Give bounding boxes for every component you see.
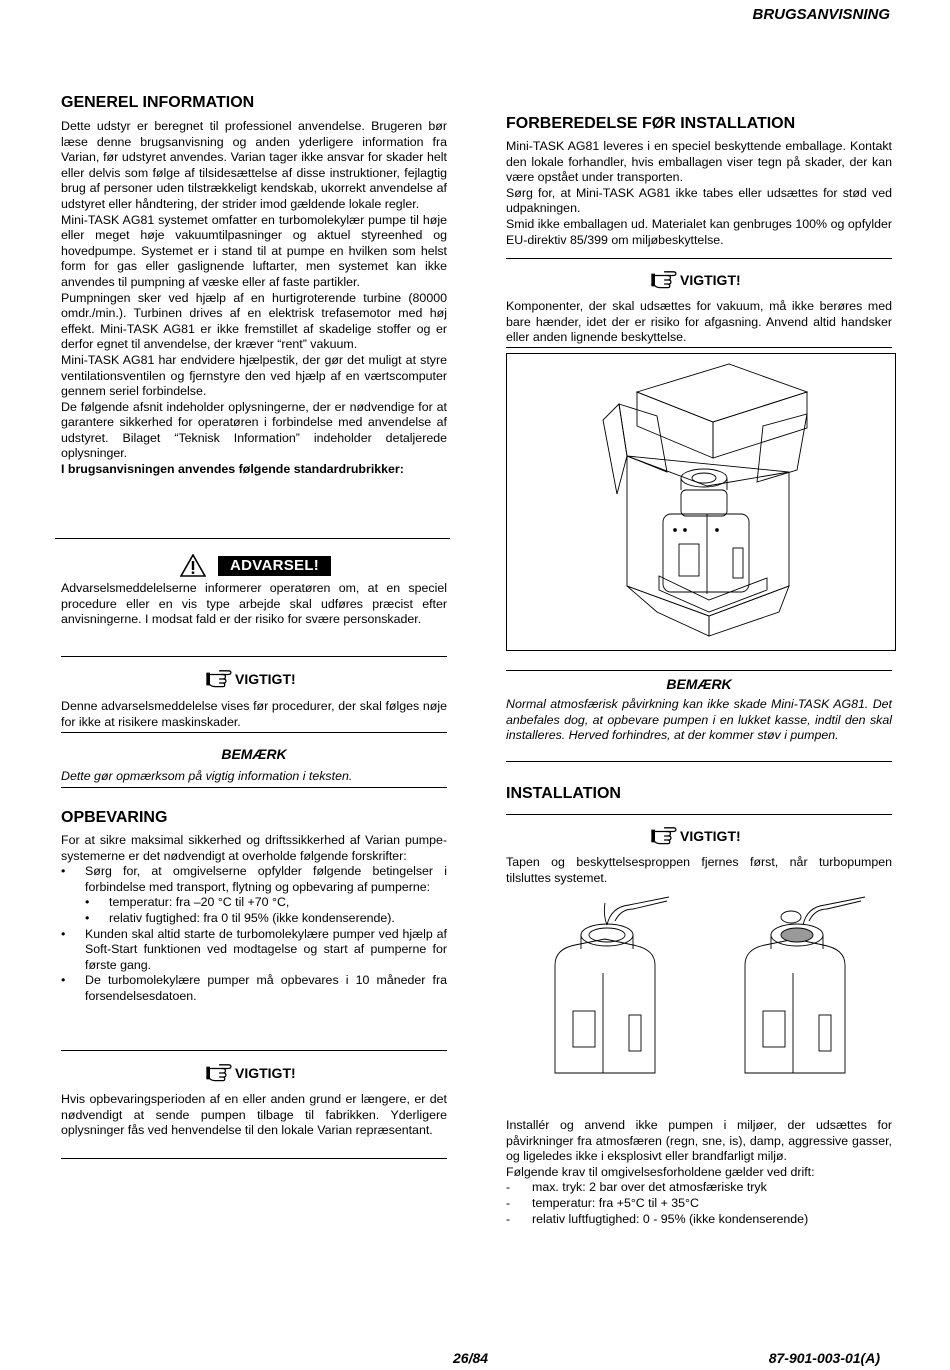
divider [61,656,447,657]
document-number: 87-901-003-01(A) [768,1350,880,1366]
section-heading-storage: OPBEVARING [61,809,168,826]
important-label: VIGTIGT! [235,671,296,687]
divider [61,732,447,733]
installation-section [506,784,892,803]
important-label-row-2 [205,1063,296,1083]
storage-sublist [61,895,447,926]
list-item: • Sørg for, at omgivelserne opfylder følgende betingelser i forbindelse med transport, flytning og opbevaring af pumperne: [61,864,447,894]
divider [506,814,892,815]
prep-paragraph-2: Sørg for, at Mini-TASK AG81 ikke tabes eller udsættes for stød ved udpakningen. [506,185,892,216]
divider [506,258,892,259]
warning-triangle-icon [180,554,206,577]
prep-important-text: Komponenter, der skal udsættes for vakuum, må ikke berøres med bare hænder, idet der er risiko for afgasning. Anvend altid handsker eller anden lignende beskyttelse. [506,299,892,345]
divider [61,787,447,788]
section-heading-installation: INSTALLATION [506,785,621,802]
divider [506,761,892,762]
install-text-block [506,1118,892,1227]
warning-label-row [180,554,331,577]
general-paragraph-3: Pumpningen sker ved hjælp af en hurtigroterende turbine (80000 omdr./min.). Turbinen drives af en elektrisk trefasemotor med høj effekt. Mini-TASK AG81 er ikke fremstillet af skadelige stoffer og er derfor egnet til anvendelse, der kræver “rent” vakuum. [61,290,447,352]
general-paragraph-4: Mini-TASK AG81 har endvidere hjælpestik, der gør det muligt at styre ventilationsventilen og fjernstyre den ved hjælp af en værtscomputer gennem seriel forbindelse. [61,352,447,399]
storage-section [61,808,447,1005]
general-paragraph-6: I brugsanvisningen anvendes følgende standardrubrikker: [61,462,404,477]
note-text-block [61,769,447,785]
list-item: • De turbomolekylære pumper må opbevares i 10 måneder fra forsendelsesdatoen. [61,973,447,1003]
important-label: VIGTIGT! [680,272,741,288]
prep-important-text-block [506,299,892,346]
important-label-row-3 [650,270,741,290]
page-number: 26/84 [453,1350,489,1366]
storage-important-text: Hvis opbevaringsperioden af en eller anden grund er længere, er det nødvendigt at sende pumpen tilbage til fabrikken. Yderligere oplysninger fås ved henvendelse til den lokale Varian repræsentant. [61,1092,447,1138]
tape-removal-illustration [545,895,875,1097]
storage-important-text-block [61,1092,447,1139]
warning-text-block [61,581,447,628]
note-label: BEMÆRK [666,676,732,692]
divider [55,538,450,539]
tape-removal-drawing [545,895,875,1097]
important-label: VIGTIGT! [680,828,741,844]
preparation-section [506,114,892,248]
divider [506,670,892,671]
note-label: BEMÆRK [221,746,287,762]
important-label-row [205,669,296,689]
important-text: Denne advarselsmeddelelse vises før procedurer, der skal følges nøje for ikke at risikere maskinskader. [61,699,447,729]
note-text: Dette gør opmærksom på vigtig information i teksten. [61,769,353,783]
general-paragraph-1: Dette udstyr er beregnet til professionel anvendelse. Brugeren bør læse denne brugsanvisning og anden yderligere information fra Varian, før udstyret anvendes. Varian tager ikke ansvar for skader helt eller delvis som følge af tilsidesættelse af disse instruktioner, fejlagtig brug af personer uden tilstrækkeligt kendskab, ukorrekt anvendelse af udstyret eller håndtering, der strider imod gældende lokale regler. [61,119,447,211]
list-item: - temperatur: fra +5°C til + 35°C [506,1195,699,1210]
pointing-hand-icon [205,1063,235,1083]
general-paragraph-5: De følgende afsnit indeholder oplysningerne, der er nødvendige for at garantere sikkerhed for operatøren i forbindelse med anvendelse af udstyret. Bilaget “Teknisk Information” indeholder detaljerede oplysninger. [61,399,447,461]
list-item: • Kunden skal altid starte de turbomolekylære pumper ved hjælp af Soft-Start funktionen ved modtagelse og start af pumperne for første gang. [61,926,447,972]
install-paragraph-2: Følgende krav til omgivelsesforholdene gælder ved drift: [506,1164,815,1179]
important-label: VIGTIGT! [235,1065,296,1081]
section-heading-preparation: FORBEREDELSE FØR INSTALLATION [506,115,796,132]
list-item: • temperatur: fra –20 °C til +70 °C, [85,895,290,910]
packaged-pump-illustration [506,353,896,651]
install-paragraph-1: Installér og anvend ikke pumpen i miljøer, der udsættes for påvirkninger fra atmosfæren (regn, sne, is), damp, aggressive gasser, og ligeledes ikke i eksplosivt eller brandfarligt miljø. [506,1118,892,1164]
pointing-hand-icon [650,826,680,846]
list-item: - max. tryk: 2 bar over det atmosfæriske tryk [506,1180,767,1195]
install-important-text-block [506,855,892,886]
important-label-row-4 [650,826,741,846]
general-information-section [61,93,447,478]
install-important-text: Tapen og beskyttelsesproppen fjernes først, når turbopumpen tilsluttes systemet. [506,855,892,885]
prep-note-text: Normal atmosfærisk påvirkning kan ikke skade Mini-TASK AG81. Det anbefales dog, at opbevare pumpen i en lukket kasse, indtil den skal installeres. Herved forhindres, at der kommer støv i pumpen. [506,697,892,743]
warning-label: ADVARSEL! [218,556,331,576]
list-item: • relativ fugtighed: fra 0 til 95% (ikke kondenserende). [85,910,395,925]
operating-conditions-list [506,1180,892,1227]
prep-paragraph-3: Smid ikke emballagen ud. Materialet kan genbruges 100% og opfylder EU-direktiv 85/399 om miljøbeskyttelse. [506,216,892,247]
list-item: - relativ luftfugtighed: 0 - 95% (ikke kondenserende) [506,1211,809,1226]
general-paragraph-2: Mini-TASK AG81 systemet omfatter en turbomolekylær pumpe til høje eller meget høje vakuumtilpasninger og aktuel styreenhed og hovedpumpe. Systemet er i stand til at pumpe en hvilken som helst form for gas eller gaslignende luftarter, men systemet kan ikke anvendes til pumpning af væske eller af faste partikler. [61,212,447,289]
divider [61,1158,447,1159]
page-header-title: BRUGSANVISNING [752,6,890,23]
important-text-block [61,699,447,730]
divider [506,347,892,348]
pointing-hand-icon [650,270,680,290]
storage-list [61,864,447,895]
pointing-hand-icon [205,669,235,689]
warning-text: Advarselsmeddelelserne informerer operatøren om, at en speciel procedure eller en vis type arbejde skal udføres præcist efter anvisningerne. I modsat fald er der risiko for svære personskader. [61,581,447,627]
prep-note-text-block [506,697,892,744]
prep-paragraph-1: Mini-TASK AG81 leveres i en speciel beskyttende emballage. Kontakt den lokale forhandler, hvis emballagen viser tegn på skader, der kan være opstået under transporten. [506,139,892,185]
packaged-pump-drawing [507,354,895,650]
storage-intro: For at sikre maksimal sikkerhed og driftssikkerhed af Varian pumpe-systemerne er det nødvendigt at overholde følgende forskrifter: [61,833,447,863]
divider [61,1050,447,1051]
section-heading-general: GENEREL INFORMATION [61,94,255,111]
